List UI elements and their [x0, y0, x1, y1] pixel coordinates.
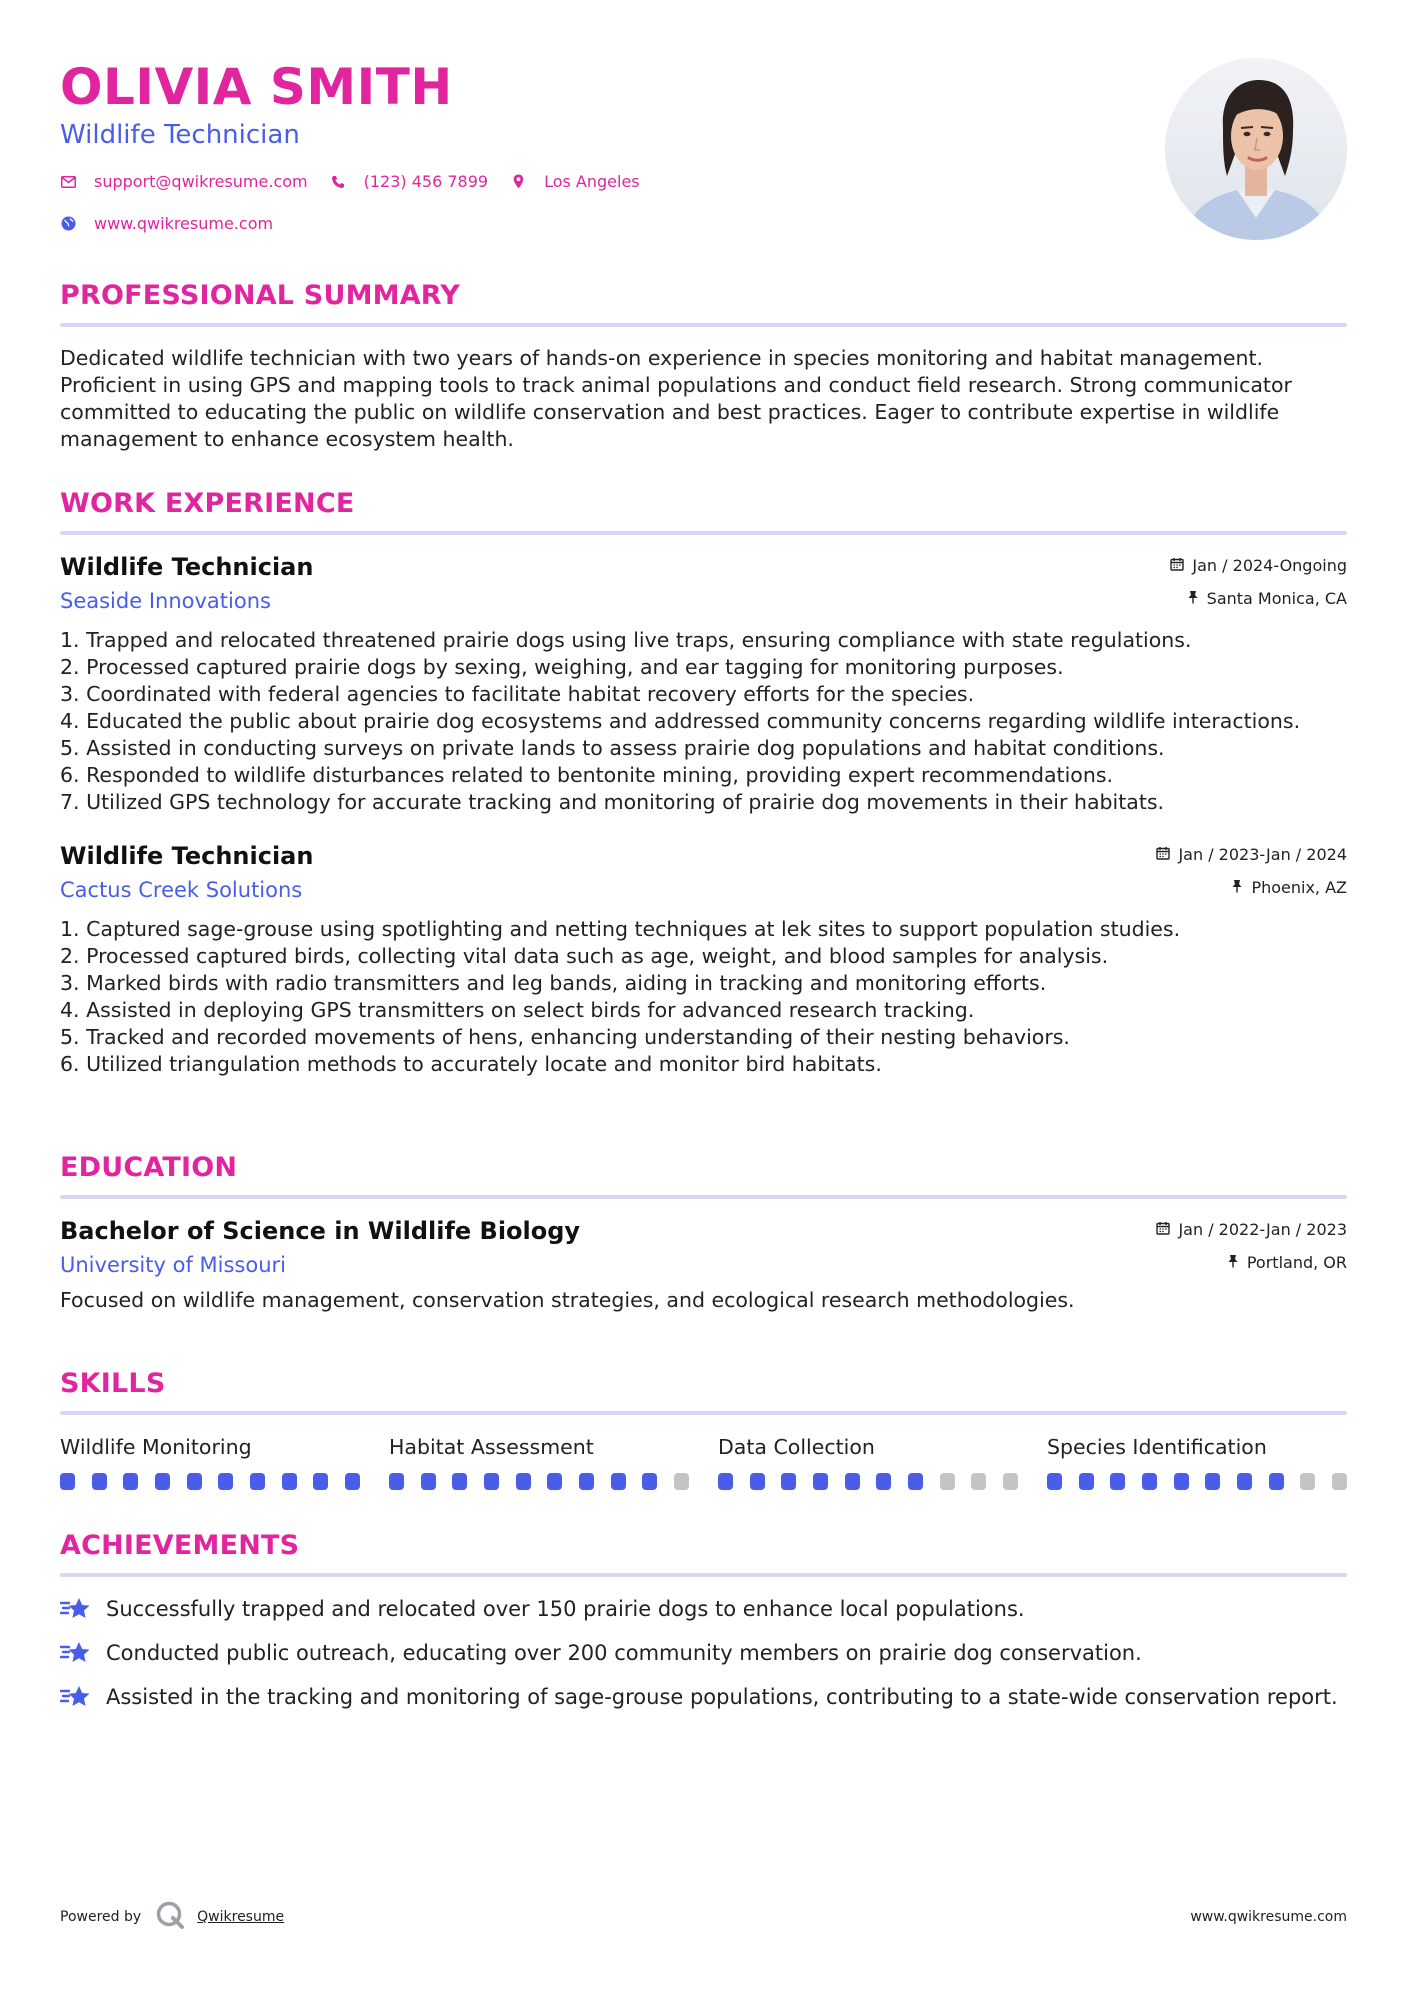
- skill-rating: [389, 1473, 689, 1490]
- skill-name: Data Collection: [718, 1435, 875, 1459]
- rating-dot-filled: [452, 1473, 467, 1490]
- section-divider: [60, 1195, 1347, 1199]
- summary-section: [60, 280, 1347, 453]
- rating-dot-filled: [282, 1473, 297, 1490]
- candidate-role: Wildlife Technician: [60, 120, 300, 150]
- skill-name: Species Identification: [1047, 1435, 1267, 1459]
- globe-icon: [60, 216, 76, 232]
- education-location: Portland, OR: [1246, 1252, 1347, 1272]
- job-entry: [60, 553, 1347, 816]
- calendar-icon: [1170, 556, 1192, 575]
- duty-item: 5. Assisted in conducting surveys on private lands to assess prairie dog populations and habitat conditions.: [60, 736, 1165, 760]
- job-duties: [60, 916, 1347, 1078]
- candidate-name: OLIVIA SMITH: [60, 58, 453, 116]
- skill-item: [60, 1435, 360, 1490]
- map-pin-icon: [510, 174, 526, 190]
- achievement-text: Successfully trapped and relocated over 150 prairie dogs to enhance local populations.: [106, 1597, 1025, 1621]
- rating-dot-empty: [1300, 1473, 1315, 1490]
- achievement-text: Assisted in the tracking and monitoring of sage-grouse populations, contributing to a state-wide conservation report.: [106, 1685, 1338, 1709]
- contact-email[interactable]: [60, 172, 308, 191]
- achievement-text: Conducted public outreach, educating over 200 community members on prairie dog conservation.: [106, 1641, 1142, 1665]
- section-divider: [60, 531, 1347, 535]
- job-duties: [60, 627, 1347, 816]
- rating-dot-empty: [1332, 1473, 1347, 1490]
- duty-item: 4. Educated the public about prairie dog ecosystems and addressed community concerns regarding wildlife interactions.: [60, 709, 1301, 733]
- skills-section: [60, 1368, 1347, 1490]
- education-meta: [1156, 1217, 1347, 1274]
- rating-dot-filled: [218, 1473, 233, 1490]
- rating-dot-filled: [781, 1473, 796, 1490]
- education-description: Focused on wildlife management, conservation strategies, and ecological research methodologies.: [60, 1288, 1075, 1312]
- skill-rating: [1047, 1473, 1347, 1490]
- rating-dot-filled: [845, 1473, 860, 1490]
- rating-dot-empty: [1003, 1473, 1018, 1490]
- rating-dot-filled: [516, 1473, 531, 1490]
- achievements-heading: ACHIEVEMENTS: [60, 1530, 300, 1561]
- rating-dot-filled: [1079, 1473, 1094, 1490]
- pushpin-icon: [1187, 589, 1207, 608]
- rating-dot-filled: [92, 1473, 107, 1490]
- pushpin-icon: [1227, 1253, 1247, 1272]
- skill-item: [389, 1435, 689, 1490]
- qwikresume-logo-icon: [155, 1900, 185, 1934]
- brand-link[interactable]: Qwikresume: [197, 1909, 285, 1925]
- job-dates: Jan / 2024-Ongoing: [1192, 555, 1347, 575]
- contact-location: [510, 172, 640, 191]
- contact-row: [60, 172, 662, 191]
- phone-text: (123) 456 7899: [363, 172, 489, 191]
- duty-item: 3. Marked birds with radio transmitters and leg bands, aiding in tracking and monitoring efforts.: [60, 971, 1047, 995]
- duty-item: 5. Tracked and recorded movements of hens, enhancing understanding of their nesting behaviors.: [60, 1025, 1070, 1049]
- rating-dot-filled: [155, 1473, 170, 1490]
- rating-dot-filled: [1174, 1473, 1189, 1490]
- education-dates: Jan / 2022-Jan / 2023: [1178, 1219, 1347, 1239]
- duty-item: 2. Processed captured prairie dogs by sexing, weighing, and ear tagging for monitoring purposes.: [60, 655, 1064, 679]
- education-section: [60, 1152, 1347, 1314]
- rating-dot-filled: [908, 1473, 923, 1490]
- pushpin-icon: [1231, 878, 1251, 897]
- section-divider: [60, 323, 1347, 327]
- duty-item: 7. Utilized GPS technology for accurate tracking and monitoring of prairie dog movements in their habitats.: [60, 790, 1165, 814]
- rating-dot-filled: [313, 1473, 328, 1490]
- phone-icon: [330, 174, 346, 190]
- skill-name: Wildlife Monitoring: [60, 1435, 252, 1459]
- rating-dot-empty: [674, 1473, 689, 1490]
- duty-item: 1. Captured sage-grouse using spotlighting and netting techniques at lek sites to support population studies.: [60, 917, 1181, 941]
- rating-dot-filled: [876, 1473, 891, 1490]
- rating-dot-filled: [750, 1473, 765, 1490]
- skill-name: Habitat Assessment: [389, 1435, 594, 1459]
- rating-dot-filled: [123, 1473, 138, 1490]
- skill-rating: [718, 1473, 1018, 1490]
- website-text: www.qwikresume.com: [94, 214, 274, 233]
- contact-phone[interactable]: [330, 172, 488, 191]
- section-divider: [60, 1573, 1347, 1577]
- powered-by-label: Powered by: [60, 1909, 142, 1925]
- contact-row-website: [60, 214, 295, 233]
- rating-dot-filled: [579, 1473, 594, 1490]
- duty-item: 1. Trapped and relocated threatened prairie dogs using live traps, ensuring compliance with state regulations.: [60, 628, 1192, 652]
- rating-dot-filled: [611, 1473, 626, 1490]
- job-company: Cactus Creek Solutions: [60, 878, 303, 902]
- rating-dot-filled: [345, 1473, 360, 1490]
- rating-dot-empty: [940, 1473, 955, 1490]
- job-meta: [1156, 842, 1347, 899]
- achievements-section: [60, 1530, 1347, 1711]
- rating-dot-filled: [642, 1473, 657, 1490]
- star-icon: [60, 1683, 92, 1711]
- contact-website[interactable]: [60, 214, 273, 233]
- skill-item: [1047, 1435, 1347, 1490]
- skill-rating: [60, 1473, 360, 1490]
- rating-dot-filled: [1269, 1473, 1284, 1490]
- job-meta: [1170, 553, 1347, 610]
- rating-dot-filled: [547, 1473, 562, 1490]
- rating-dot-filled: [389, 1473, 404, 1490]
- school-name: University of Missouri: [60, 1253, 286, 1277]
- duty-item: 6. Responded to wildlife disturbances related to bentonite mining, providing expert recommendations.: [60, 763, 1114, 787]
- skills-list: [60, 1435, 1347, 1490]
- achievement-item: [60, 1639, 1347, 1667]
- rating-dot-filled: [1142, 1473, 1157, 1490]
- degree-title: Bachelor of Science in Wildlife Biology: [60, 1217, 581, 1245]
- email-text: support@qwikresume.com: [94, 172, 308, 191]
- rating-dot-empty: [971, 1473, 986, 1490]
- rating-dot-filled: [421, 1473, 436, 1490]
- experience-heading: WORK EXPERIENCE: [60, 488, 355, 519]
- rating-dot-filled: [187, 1473, 202, 1490]
- rating-dot-filled: [250, 1473, 265, 1490]
- footer-website[interactable]: www.qwikresume.com: [1190, 1909, 1347, 1925]
- job-company: Seaside Innovations: [60, 589, 271, 613]
- envelope-icon: [60, 174, 76, 190]
- profile-photo: [1165, 58, 1347, 240]
- powered-by: [60, 1900, 284, 1934]
- job-entry: [60, 842, 1347, 1078]
- job-location: Santa Monica, CA: [1206, 588, 1347, 608]
- rating-dot-filled: [60, 1473, 75, 1490]
- duty-item: 2. Processed captured birds, collecting vital data such as age, weight, and blood samples for analysis.: [60, 944, 1109, 968]
- rating-dot-filled: [1237, 1473, 1252, 1490]
- footer: [60, 1900, 1347, 1934]
- location-text: Los Angeles: [544, 172, 640, 191]
- star-icon: [60, 1639, 92, 1667]
- job-dates: Jan / 2023-Jan / 2024: [1178, 844, 1347, 864]
- job-title: Wildlife Technician: [60, 842, 314, 870]
- summary-heading: PROFESSIONAL SUMMARY: [60, 280, 461, 311]
- experience-section: [60, 488, 1347, 1078]
- job-title: Wildlife Technician: [60, 553, 314, 581]
- star-icon: [60, 1595, 92, 1623]
- achievement-item: [60, 1595, 1347, 1623]
- duty-item: 4. Assisted in deploying GPS transmitters on select birds for advanced research tracking.: [60, 998, 975, 1022]
- education-heading: EDUCATION: [60, 1152, 238, 1183]
- calendar-icon: [1156, 845, 1178, 864]
- education-entry: [60, 1217, 1347, 1314]
- skill-item: [718, 1435, 1018, 1490]
- skills-heading: SKILLS: [60, 1368, 166, 1399]
- section-divider: [60, 1411, 1347, 1415]
- rating-dot-filled: [1205, 1473, 1220, 1490]
- calendar-icon: [1156, 1220, 1178, 1239]
- duty-item: 3. Coordinated with federal agencies to facilitate habitat recovery efforts for the species.: [60, 682, 975, 706]
- rating-dot-filled: [484, 1473, 499, 1490]
- summary-text: Dedicated wildlife technician with two years of hands-on experience in species monitoring and habitat management. Proficient in using GPS and mapping tools to track animal populations and conduct field research. Strong communicator committed to educating the public on wildlife conservation and best practices. Eager to contribute expertise in wildlife management to enhance ecosystem health.: [60, 346, 1292, 451]
- duty-item: 6. Utilized triangulation methods to accurately locate and monitor bird habitats.: [60, 1052, 882, 1076]
- rating-dot-filled: [1047, 1473, 1062, 1490]
- job-location: Phoenix, AZ: [1251, 877, 1347, 897]
- rating-dot-filled: [718, 1473, 733, 1490]
- rating-dot-filled: [1110, 1473, 1125, 1490]
- rating-dot-filled: [813, 1473, 828, 1490]
- achievement-item: [60, 1683, 1347, 1711]
- achievements-list: [60, 1595, 1347, 1711]
